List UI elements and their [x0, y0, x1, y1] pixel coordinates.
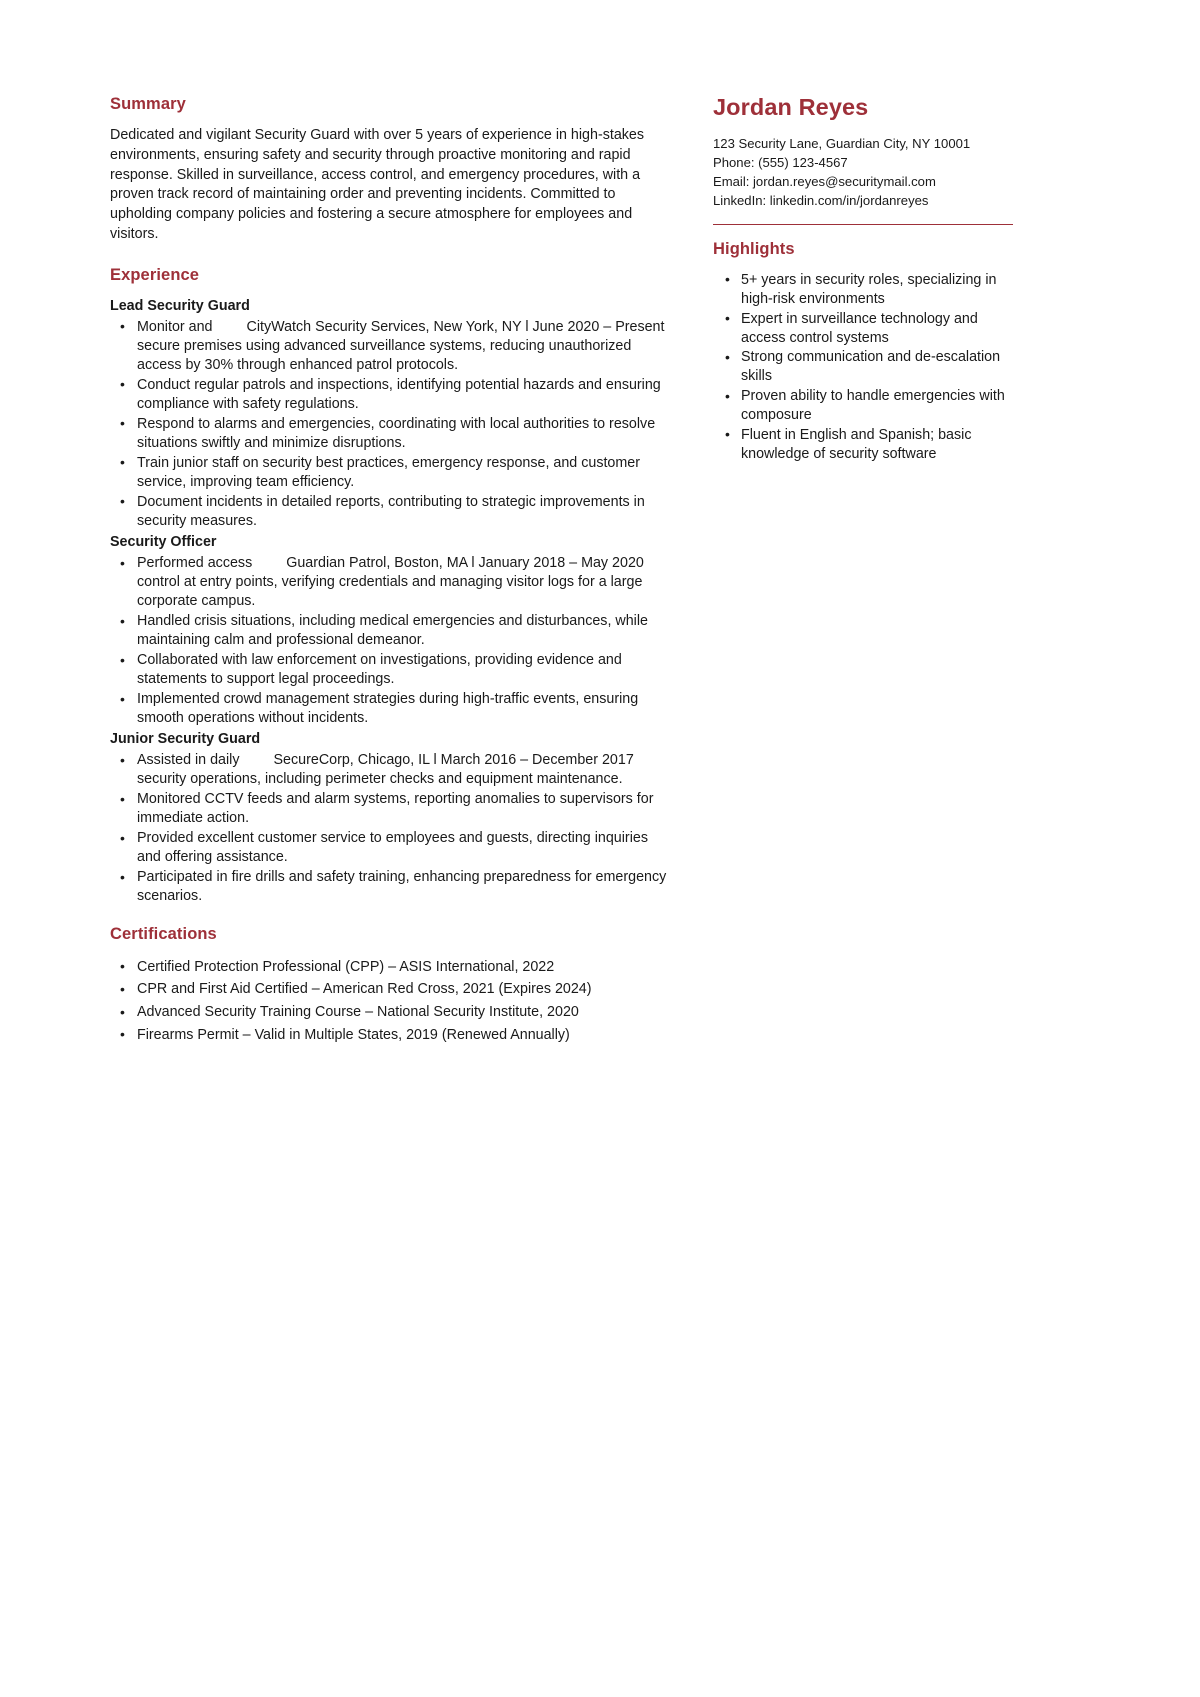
job-meta: SecureCorp, Chicago, IL l March 2016 – December 2017 — [273, 752, 634, 769]
bullet-lead-text: Assisted in daily — [137, 752, 240, 769]
highlight-item: • Expert in surveillance technology and access control systems — [713, 310, 1013, 348]
job-meta: Guardian Patrol, Boston, MA l January 2018 – May 2020 — [286, 555, 644, 572]
two-column-layout — [110, 95, 1100, 1068]
summary-heading: Summary — [110, 95, 186, 113]
experience-entry — [110, 730, 668, 906]
certification-list — [110, 957, 668, 1046]
main-column — [110, 95, 690, 1068]
job-bullet-list — [110, 751, 668, 906]
highlights-heading: Highlights — [713, 239, 795, 258]
certification-item: • CPR and First Aid Certified – American Red Cross, 2021 (Expires 2024) — [110, 979, 668, 1000]
contact-phone: Phone: (555) 123-4567 — [713, 154, 848, 170]
bullet-lead-text: Monitor and — [137, 318, 213, 335]
job-bullet: • Collaborated with law enforcement on investigations, providing evidence and statements to support legal proceedings. — [110, 651, 668, 689]
experience-heading: Experience — [110, 266, 200, 285]
job-bullet: • Participated in fire drills and safety training, enhancing preparedness for emergency scenarios. — [110, 868, 668, 906]
certification-item: • Advanced Security Training Course – National Security Institute, 2020 — [110, 1002, 668, 1023]
experience-section — [110, 266, 668, 906]
job-title: Lead Security Guard — [110, 297, 250, 314]
sidebar-column — [713, 95, 1013, 465]
job-bullet: • Monitored CCTV feeds and alarm systems, reporting anomalies to supervisors for immediate action. — [110, 790, 668, 828]
job-bullet-first — [110, 554, 668, 611]
job-bullet: • Implemented crowd management strategies during high-traffic events, ensuring smooth operations without incidents. — [110, 690, 668, 728]
contact-address: 123 Security Lane, Guardian City, NY 10001 — [713, 135, 971, 151]
job-title: Security Officer — [110, 533, 217, 550]
certification-item: • Certified Protection Professional (CPP) – ASIS International, 2022 — [110, 957, 668, 978]
job-title: Junior Security Guard — [110, 731, 261, 748]
bullet-rest-text: secure premises using advanced surveillance systems, reducing unauthorized access by 30% through enhanced patrol protocols. — [137, 337, 632, 373]
job-meta: CityWatch Security Services, New York, NY l June 2020 – Present — [246, 318, 665, 335]
divider — [713, 224, 1013, 225]
bullet-lead-text: Performed access — [137, 555, 253, 572]
experience-entry — [110, 533, 668, 728]
experience-entry — [110, 297, 668, 531]
certification-item: • Firearms Permit – Valid in Multiple States, 2019 (Renewed Annually) — [110, 1025, 668, 1046]
job-bullet: • Handled crisis situations, including medical emergencies and disturbances, while maintaining calm and professional demeanor. — [110, 612, 668, 650]
highlight-item: • Strong communication and de-escalation skills — [713, 348, 1013, 386]
job-bullet: • Train junior staff on security best practices, emergency response, and customer service, improving team efficiency. — [110, 454, 668, 492]
certifications-heading: Certifications — [110, 925, 217, 944]
job-bullet-list — [110, 318, 668, 531]
job-bullet: • Document incidents in detailed reports, contributing to strategic improvements in security measures. — [110, 493, 668, 531]
summary-section — [110, 95, 668, 244]
certifications-section — [110, 925, 668, 1045]
job-bullet: • Conduct regular patrols and inspections, identifying potential hazards and ensuring compliance with safety regulations. — [110, 376, 668, 414]
highlight-item: • 5+ years in security roles, specializing in high-risk environments — [713, 271, 1013, 309]
highlight-item: • Fluent in English and Spanish; basic knowledge of security software — [713, 426, 1013, 464]
contact-email[interactable]: Email: jordan.reyes@securitymail.com — [713, 173, 936, 189]
bullet-rest-text: security operations, including perimeter checks and equipment maintenance. — [137, 771, 623, 788]
contact-block — [713, 135, 1013, 211]
highlight-item: • Proven ability to handle emergencies with composure — [713, 387, 1013, 425]
highlight-list — [713, 271, 1013, 464]
contact-linkedin[interactable]: LinkedIn: linkedin.com/in/jordanreyes — [713, 192, 929, 208]
job-bullet-first — [110, 751, 668, 789]
job-bullet: • Respond to alarms and emergencies, coordinating with local authorities to resolve situations swiftly and minimize disruptions. — [110, 415, 668, 453]
summary-text: Dedicated and vigilant Security Guard with over 5 years of experience in high-stakes environments, ensuring safety and security through proactive monitoring and rapid response. Skilled in surveillance, access control, and emergency procedures, with a proven track record of maintaining order and preventing incidents. Committed to upholding company policies and fostering a secure atmosphere for employees and visitors. — [110, 127, 645, 242]
job-bullet: • Provided excellent customer service to employees and guests, directing inquiries and offering assistance. — [110, 829, 668, 867]
job-bullet-list — [110, 554, 668, 728]
bullet-rest-text: control at entry points, verifying credentials and managing visitor logs for a large corporate campus. — [137, 574, 643, 610]
page-title: Jordan Reyes — [713, 94, 869, 120]
job-bullet-first — [110, 318, 668, 375]
